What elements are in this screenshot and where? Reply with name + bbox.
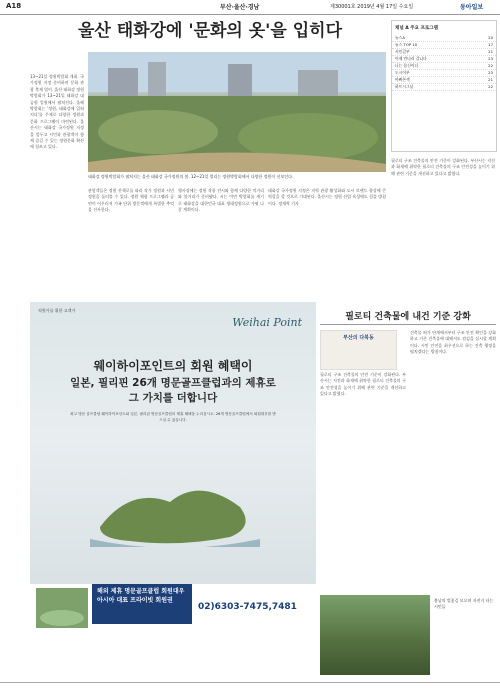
channel-program-time: 21 bbox=[488, 77, 493, 82]
section-title: 부산·울산·경남 bbox=[220, 4, 260, 11]
channel-row bbox=[392, 70, 496, 77]
channel-box-title: 채널 A 주요 프로그램 bbox=[395, 26, 438, 31]
channel-row bbox=[392, 84, 496, 91]
article-col-2: 관람객들은 정원 산책로를 따라 작가 정원과 시민 정원을 둘러볼 수 있다. 정원 체험 프로그램과 공연이 어우러져 가족 단위 방문객에게 특별한 추억을 선사한다. bbox=[88, 188, 174, 213]
newspaper-logo: 동아일보 bbox=[460, 4, 484, 11]
ad-kicker: 직원가를 위한 고객가 bbox=[38, 308, 76, 313]
ad-phone: 02)6303-7475,7481 bbox=[198, 602, 297, 612]
garden-illustration bbox=[88, 52, 386, 172]
channel-program-time: 20 bbox=[488, 35, 493, 40]
island-illustration bbox=[90, 467, 260, 547]
main-photo bbox=[88, 52, 386, 172]
right-col-1: 필로티 구조 건축물의 안전 기준이 강화된다. 부산시는 지진과 화재에 취약한 필로티 건축물의 구조 안전성을 높이기 위해 관련 기준을 개선하고 있다고 밝혔다. bbox=[320, 372, 406, 397]
golf-advertisement bbox=[30, 302, 316, 638]
page-number: A18 bbox=[6, 2, 22, 10]
channel-program-name: 하트시그널 bbox=[395, 84, 414, 89]
channel-row bbox=[392, 63, 496, 70]
sub-headline: 필로티 건축물에 내건 기준 강화 bbox=[320, 310, 496, 325]
channel-program-time: 22 bbox=[488, 84, 493, 89]
channel-program-name: 아빠본색 bbox=[395, 77, 410, 82]
photo-caption: 태화강 정원박람회가 펼쳐지는 울산 태화강 국가정원의 봄. 12~21일 열리는 정원박람회에서 다양한 정원이 선보인다. bbox=[88, 174, 294, 179]
channel-program-name: 이제 만나러 갑니다 bbox=[395, 56, 427, 61]
channel-program-name: 도시어부 bbox=[395, 70, 410, 75]
main-headline: 울산 태화강에 '문화의 옷'을 입히다 bbox=[78, 21, 342, 41]
channel-program-time: 17 bbox=[488, 42, 493, 47]
channel-row bbox=[392, 56, 496, 63]
article-col-1: 13~21일 정원박람회 개최. 국가정원 지정 준비하며 문화 관광 축제 열어. 울산 태화강 정원박람회가 13~21일 태화강 대공원 일원에서 펼쳐진다. 올해 박람회는 '정원, 태화강에 입혀지다'를 주제로 다양한 정원과 문화 프로그램이 마련된다. 울산시는 태화강 국가정원 지정을 앞두고 시민과 관광객이 함께 즐길 수 있는 정원문화 확산에 힘쓰고 있다. bbox=[30, 74, 84, 150]
ad-brand: Weihai Point bbox=[232, 316, 302, 329]
page-header bbox=[0, 0, 500, 15]
channel-program-name: 나는 몸신이다 bbox=[395, 63, 419, 68]
ad-headline-2: 일본, 필리핀 26개 명문골프클럽과의 제휴로 bbox=[70, 377, 276, 389]
channel-program-time: 22 bbox=[488, 63, 493, 68]
bicycle-photo bbox=[320, 595, 430, 675]
channel-program-name: 서민갑부 bbox=[395, 49, 410, 54]
channel-row bbox=[392, 77, 496, 84]
golf-course-thumbnail bbox=[36, 588, 88, 628]
channel-row bbox=[392, 35, 496, 42]
ad-body: 최고 명문 골프클럽 웨이하이포인트와 일본, 필리핀 명문골프클럽의 제휴 혜택을 누리십시오. 26개 명문골프클럽에서 회원대우를 받으실 수 있습니다. bbox=[70, 412, 276, 422]
bottom-photo-caption: 봄날의 벚꽃길 모으며 자전거 타는 시민들 bbox=[434, 598, 494, 609]
channel-a-box bbox=[391, 20, 497, 152]
article-col-4: 태화강 국가정원 지정은 지역 관광 활성화와 도시 브랜드 향상에 큰 역할을 할 것으로 기대된다. 울산시는 정원 산업 육성에도 힘쓸 방침이다. 정재락 기자 bbox=[268, 188, 386, 206]
channel-program-time: 23 bbox=[488, 70, 493, 75]
ad-headline-3: 그 가치를 더합니다 bbox=[128, 392, 218, 404]
channel-program-time: 21 bbox=[488, 49, 493, 54]
channel-row bbox=[392, 42, 496, 49]
channel-program-name: 뉴스A bbox=[395, 35, 405, 40]
ad-highlight-box: 해외 제휴 명문골프클럽 회원대우 아시아 대표 프라이빗 회원권 bbox=[92, 584, 192, 624]
right-col-2: 건축물 허가 단계에서부터 구조 안전 확인을 강화하고 기존 건축물에 대해서도 점검을 실시할 계획이다. 시민 안전을 최우선으로 하는 건축 행정을 펼치겠다는 방침이다. bbox=[410, 330, 496, 355]
channel-row bbox=[392, 49, 496, 56]
article-col-3: 행사장에는 정원 작품 전시와 함께 다양한 먹거리와 볼거리가 준비됐다. 시는 이번 박람회를 계기로 태화강을 대한민국 대표 생태정원으로 가꿔 나갈 계획이다. bbox=[178, 188, 264, 213]
article-col-5: 필로티 구조 건축물의 안전 기준이 강화된다. 부산시는 지진과 화재에 취약한 필로티 건축물의 구조 안전성을 높이기 위해 관련 기준을 개선하고 있다고 밝혔다. bbox=[391, 158, 495, 176]
channel-program-time: 23 bbox=[488, 56, 493, 61]
channel-program-name: 뉴스 TOP 10 bbox=[395, 42, 418, 47]
column-logo-box bbox=[320, 330, 397, 370]
issue-date: 제30001호 2019년 4월 17일 수요일 bbox=[330, 4, 414, 10]
column-logo-label: 부산의 다북동 bbox=[343, 335, 374, 341]
ad-headline-1: 웨이하이포인트의 회원 혜택이 bbox=[93, 359, 253, 373]
